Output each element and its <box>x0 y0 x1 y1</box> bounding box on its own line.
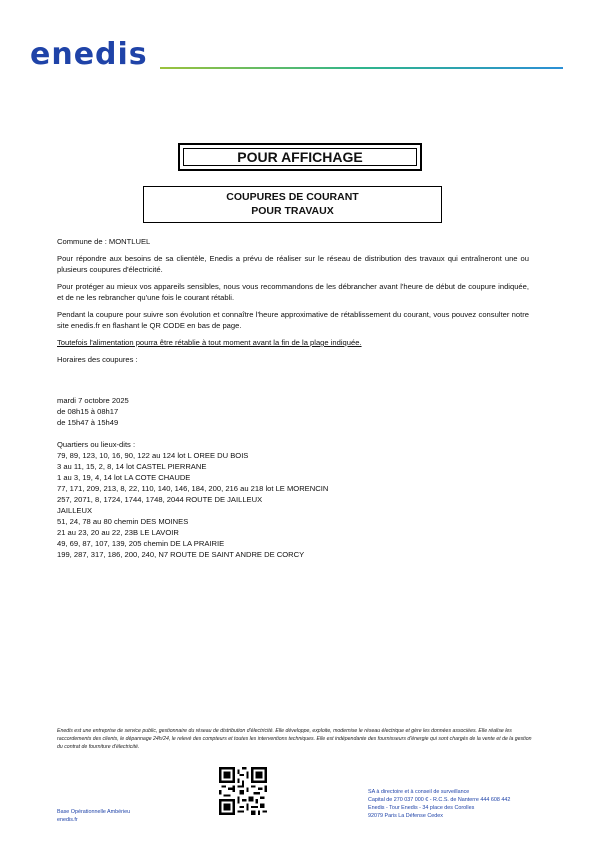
legal-line: Capital de 270 037 000 € - R.C.S. de Nanterre 444 608 442 <box>368 797 511 803</box>
quartier-item: 77, 171, 209, 213, 8, 22, 110, 140, 146, 184, 200, 216 au 218 lot LE MORENCIN <box>57 484 329 493</box>
legal-line: Enedis - Tour Enedis - 34 place des Corolles <box>368 805 475 811</box>
quartier-item: 79, 89, 123, 10, 16, 90, 122 au 124 lot L OREE DU BOIS <box>57 451 249 460</box>
enedis-logo: enedis <box>30 37 148 72</box>
left-footer <box>57 808 130 824</box>
title-line-2: POUR TRAVAUX <box>251 205 334 217</box>
warning-text: Toutefois l'alimentation pourra être rétablie à tout moment avant la fin de la plage indiquée. <box>57 338 362 347</box>
notice-body <box>57 236 529 560</box>
schedule-date: mardi 7 octobre 2025 <box>57 396 129 405</box>
legal-footer-note: Enedis est une entreprise de service public, gestionnaire du réseau de distribution d'électricité. Elle développe, exploite, modernise le réseau électrique et gère les données associées. Elle réalise les raccordements des clients, le dépannage 24h/24, le relevé des compteurs et toutes les interventions techniques. Elle est indépendante des fournisseurs d'énergie qui sont chargés de la vente et de la gestion du contrat de fourniture d'électricité. <box>57 728 532 750</box>
quartier-item: 21 au 23, 20 au 22, 23B LE LAVOIR <box>57 528 179 537</box>
schedule-block <box>57 395 529 428</box>
schedule-slot: de 15h47 à 15h49 <box>57 418 119 427</box>
spacer <box>57 371 529 395</box>
pour-affichage-banner <box>178 143 422 171</box>
quartier-item: 257, 2071, 8, 1724, 1744, 1748, 2044 ROUTE DE JAILLEUX <box>57 495 263 504</box>
paragraph-2: Pour protéger au mieux vos appareils sensibles, nous vous recommandons de les débrancher avant l'heure de début de coupure indiquée, et de ne les rebrancher qu'une fois le courant rétabli. <box>57 282 529 302</box>
website-link[interactable]: enedis.fr <box>57 817 78 823</box>
base-label: Base Opérationnelle Ambérieu <box>57 809 131 815</box>
notice-title-box <box>143 186 442 223</box>
quartier-item: 199, 287, 317, 186, 200, 240, N7 ROUTE DE SAINT ANDRE DE CORCY <box>57 550 305 559</box>
commune-label: Commune de : MONTLUEL <box>57 237 151 246</box>
quartiers-label: Quartiers ou lieux-dits : <box>57 440 136 449</box>
quartier-item: 1 au 3, 19, 4, 14 lot LA COTE CHAUDE <box>57 473 191 482</box>
paragraph-1: Pour répondre aux besoins de sa clientèle, Enedis a prévu de réaliser sur le réseau de distribution des travaux qui entraîneront une ou plusieurs coupures d'électricité. <box>57 254 529 274</box>
quartier-item: JAILLEUX <box>57 506 93 515</box>
title-line-1: COUPURES DE COURANT <box>226 191 359 203</box>
quartier-item: 51, 24, 78 au 80 chemin DES MOINES <box>57 517 189 526</box>
legal-line: 92079 Paris La Défense Cedex <box>368 813 443 819</box>
quartier-item: 49, 69, 87, 107, 139, 205 chemin DE LA PRAIRIE <box>57 539 225 548</box>
banner-label: POUR AFFICHAGE <box>183 148 417 166</box>
schedule-slot: de 08h15 à 08h17 <box>57 407 119 416</box>
paragraph-3: Pendant la coupure pour suivre son évolution et connaître l'heure approximative de rétablissement du courant, vous pouvez consulter notre site enedis.fr en flashant le QR CODE en bas de page. <box>57 310 529 330</box>
logo-gradient-line <box>160 67 563 69</box>
right-footer <box>368 788 510 820</box>
legal-line: SA à directoire et à conseil de surveillance <box>368 789 470 795</box>
quartier-item: 3 au 11, 15, 2, 8, 14 lot CASTEL PIERRANE <box>57 462 207 471</box>
qr-code-icon[interactable] <box>219 767 267 815</box>
horaires-label: Horaires des coupures : <box>57 355 138 364</box>
quartiers-block <box>57 439 529 560</box>
